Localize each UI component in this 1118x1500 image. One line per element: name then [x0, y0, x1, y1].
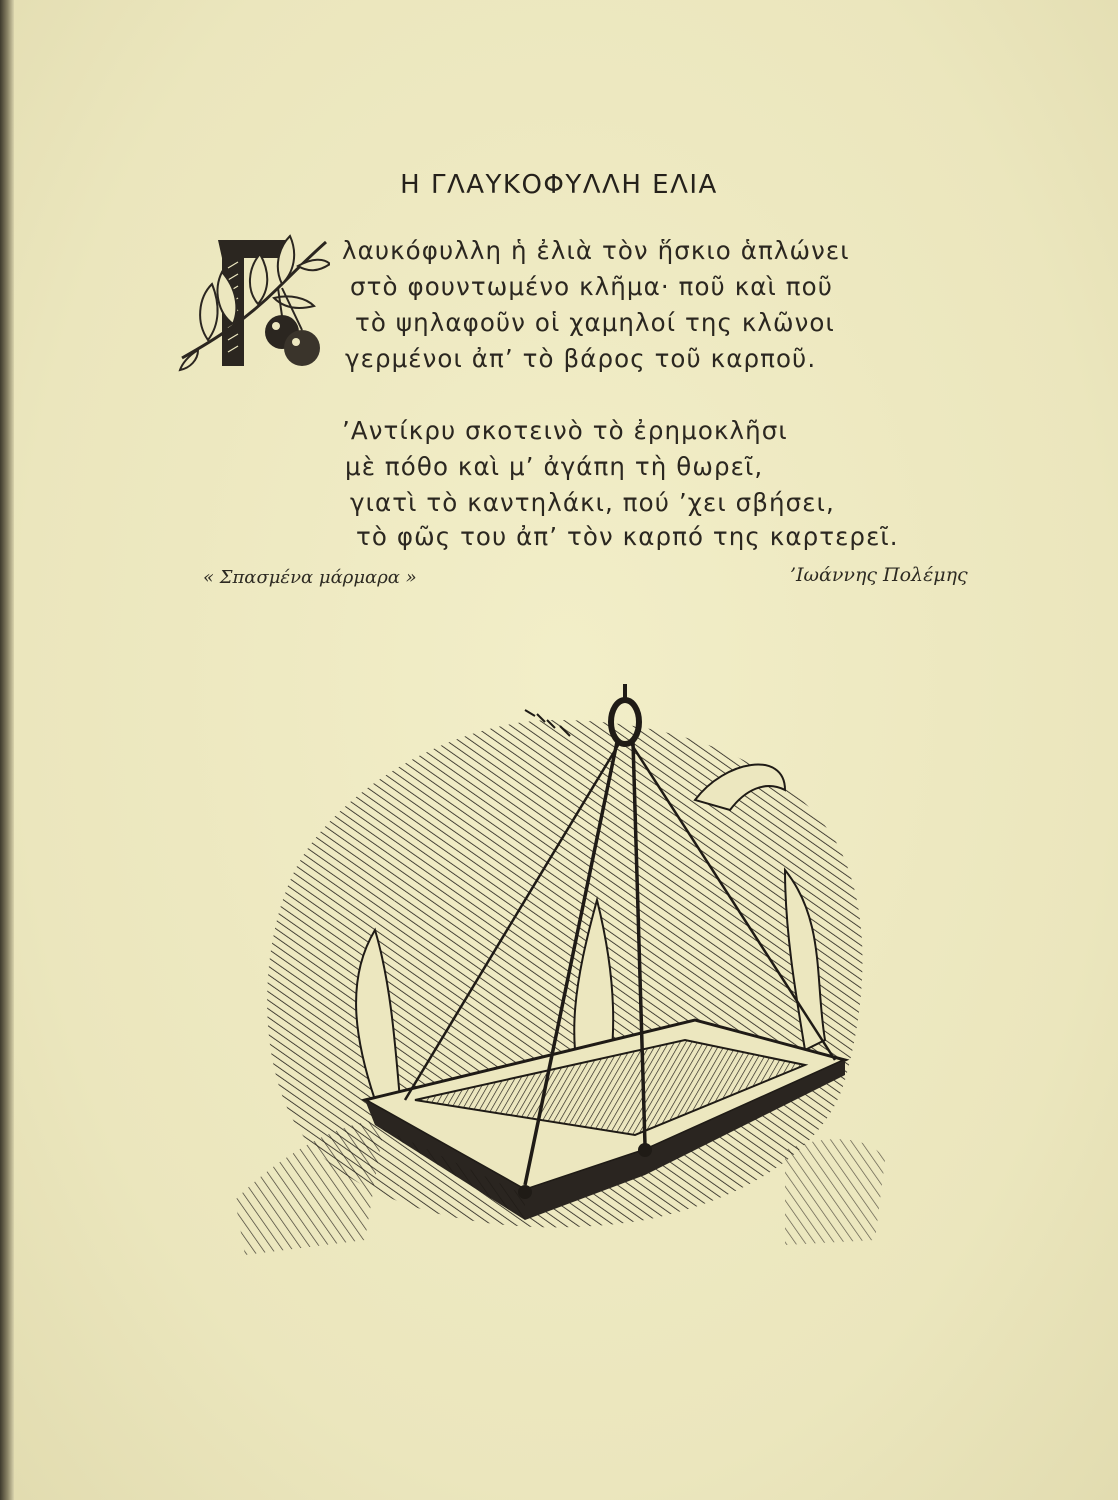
poem-source: « Σπασμένα μάρμαρα »: [203, 567, 417, 588]
verse-line: γιατὶ τὸ καντηλάκι, πού ’χει σβήσει,: [350, 488, 835, 517]
verse-line: ’Αντίκρυ σκοτεινὸ τὸ ἐρημοκλῆσι: [342, 416, 788, 445]
verse-line: λαυκόφυλλη ἡ ἐλιὰ τὸν ἥσκιο ἁπλώνει: [342, 236, 850, 265]
poem-author: ’Ιωάννης Πολέμης: [790, 564, 968, 586]
verse-line: τὸ φῶς του ἀπ’ τὸν καρπό της καρτερεῖ.: [356, 522, 899, 551]
hanging-oil-lamp-illustration: [225, 680, 895, 1270]
verse-line: μὲ πόθο καὶ μ’ ἀγάπη τὴ θωρεῖ,: [345, 452, 764, 481]
verse-line: γερμένοι ἀπ’ τὸ βάρος τοῦ καρποῦ.: [345, 344, 817, 373]
poem-title: Η ΓΛΑΥΚΟΦΥΛΛΗ ΕΛΙΑ: [400, 170, 718, 200]
book-spine-edge: [0, 0, 14, 1500]
verse-line: τὸ ψηλαφοῦν οἱ χαμηλοί της κλῶνοι: [355, 308, 835, 337]
verse-line: στὸ φουντωμένο κλῆμα· ποῦ καὶ ποῦ: [350, 272, 833, 301]
olive-branch-initial-illustration: [178, 228, 330, 378]
